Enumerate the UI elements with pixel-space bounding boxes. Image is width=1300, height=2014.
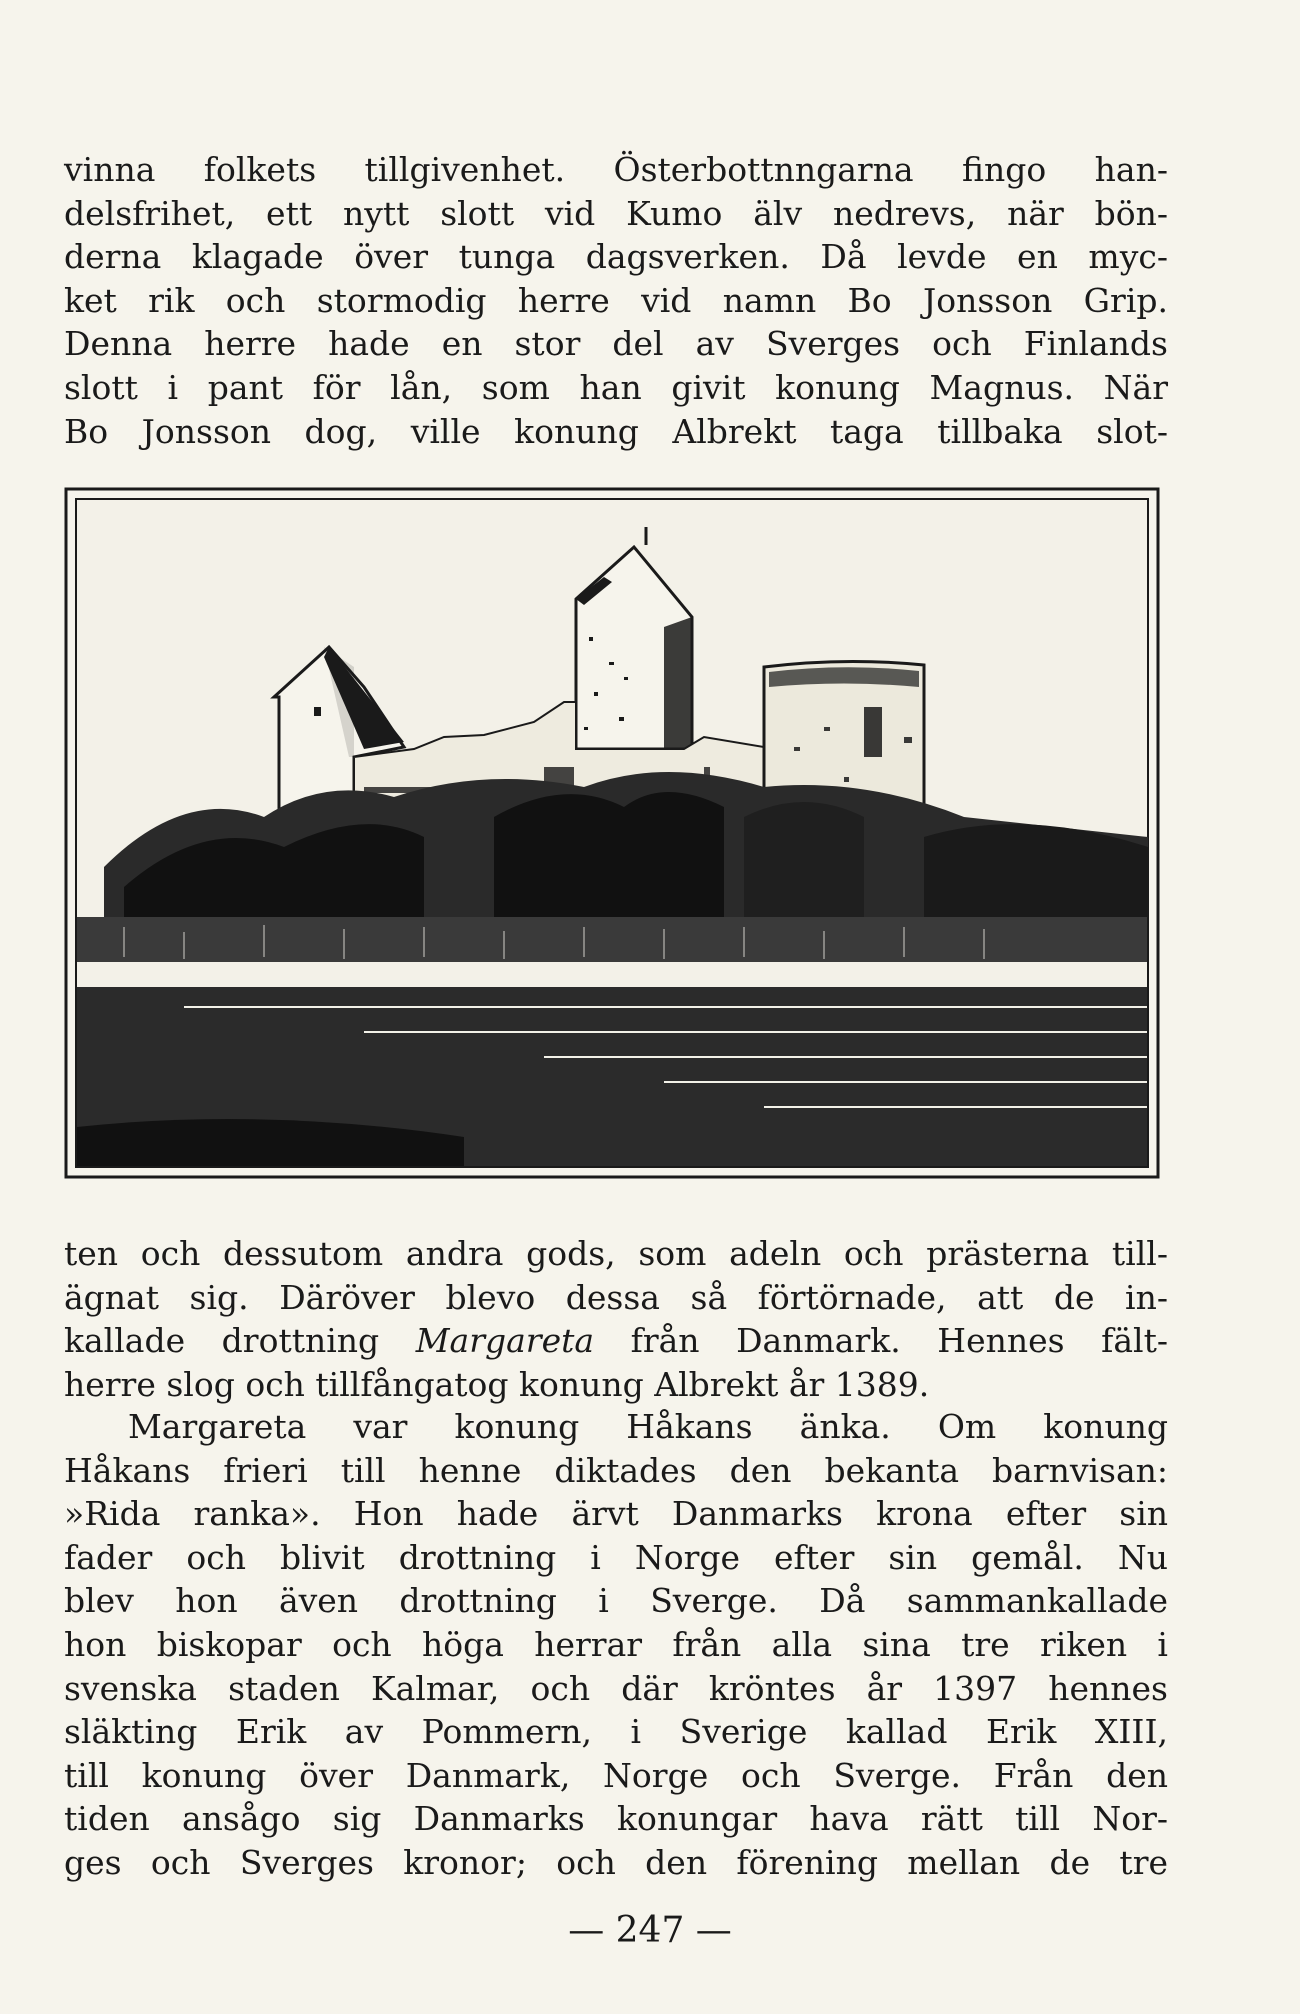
text-line: hon biskopar och höga herrar från alla sina tre riken i [64, 1624, 1168, 1664]
text-line: »Rida ranka». Hon hade ärvt Danmarks krona efter sin [64, 1494, 1168, 1534]
text-line: herre slog och tillfångatog konung Albrekt år 1389. [64, 1364, 930, 1404]
name-margareta: Margareta [415, 1321, 595, 1361]
castle-illustration [64, 487, 1160, 1179]
text-line: släkting Erik av Pommern, i Sverige kallad Erik XIII, [64, 1712, 1168, 1752]
text-line: ges och Sverges kronor; och den förening mellan de tre [64, 1842, 1168, 1882]
text-line: blev hon även drottning i Sverge. Då sammankallade [64, 1581, 1168, 1621]
text-line: vinna folkets tillgivenhet. Österbottnngarna fingo han- [64, 150, 1168, 189]
text-line: Håkans frieri till henne diktades den bekanta barnvisan: [64, 1450, 1168, 1490]
text-fragment: från Danmark. Hennes fält- [594, 1321, 1169, 1361]
page-number: — 247 — [568, 1910, 732, 1951]
text-line: ägnat sig. Däröver blevo dessa så förtörnade, att de in- [64, 1277, 1168, 1317]
text-fragment: kallade drottning [64, 1321, 416, 1361]
text-line: Bo Jonsson dog, ville konung Albrekt taga tillbaka slot- [64, 411, 1168, 451]
text-line: derna klagade över tunga dagsverken. Då levde en myc- [64, 237, 1168, 277]
text-line: ten och dessutom andra gods, som adeln och prästerna till- [64, 1234, 1168, 1273]
text-line: ket rik och stormodig herre vid namn Bo Jonsson Grip. [64, 280, 1168, 320]
text-line: Margareta var konung Håkans änka. Om konung [128, 1407, 1168, 1446]
paragraph-margareta-arrival [64, 1232, 1168, 1406]
text-line: Denna herre hade en stor del av Sverges och Finlands [64, 324, 1168, 364]
text-line: svenska staden Kalmar, och där kröntes år 1397 hennes [64, 1668, 1168, 1708]
paragraph-kalmar-union [64, 1405, 1168, 1885]
text-line [64, 1319, 1168, 1363]
water-drawing [77, 962, 1147, 1166]
text-line: delsfrihet, ett nytt slott vid Kumo älv nedrevs, när bön- [64, 193, 1168, 233]
paragraph-intro [64, 148, 1168, 453]
text-line: tiden ansågo sig Danmarks konungar hava rätt till Nor- [64, 1799, 1168, 1839]
text-line: fader och blivit drottning i Norge efter sin gemål. Nu [64, 1537, 1168, 1577]
text-line: slott i pant för lån, som han givit konung Magnus. När [64, 367, 1168, 407]
text-line: till konung över Danmark, Norge och Sverge. Från den [64, 1755, 1168, 1795]
